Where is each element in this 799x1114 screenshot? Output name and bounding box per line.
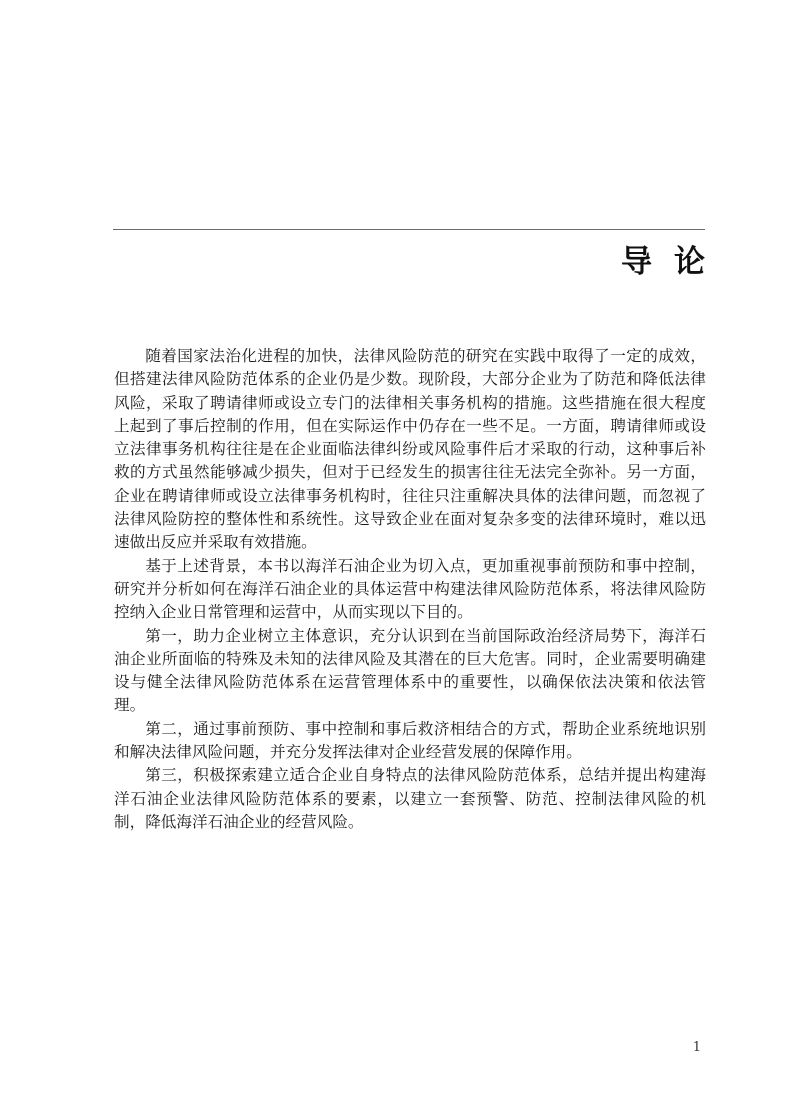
- page-number: 1: [692, 1040, 701, 1055]
- header-rule: [113, 229, 705, 230]
- paragraph: 第三，积极探索建立适合企业自身特点的法律风险防范体系，总结并提出构建海洋石油企业法律风险防范体系的要素，以建立一套预警、防范、控制法律风险的机制，降低海洋石油企业的经营风险。: [114, 766, 706, 831]
- paragraph: 第一，助力企业树立主体意识，充分认识到在当前国际政治经济局势下，海洋石油企业所面临的特殊及未知的法律风险及其潜在的巨大危害。同时，企业需要明确建设与健全法律风险防范体系在运营管理体系中的重要性，以确保依法决策和依法管理。: [114, 626, 706, 715]
- paragraph: 第二，通过事前预防、事中控制和事后救济相结合的方式，帮助企业系统地识别和解决法律风险问题，并充分发挥法律对企业经营发展的保障作用。: [114, 719, 706, 762]
- paragraph: 随着国家法治化进程的加快，法律风险防范的研究在实践中取得了一定的成效，但搭建法律风险防范体系的企业仍是少数。现阶段，大部分企业为了防范和降低法律风险，采取了聘请律师或设立专门的法律相关事务机构的措施。这些措施在很大程度上起到了事后控制的作用，但在实际运作中仍存在一些不足。一方面，聘请律师或设立法律事务机构往往是在企业面临法律纠纷或风险事件后才采取的行动，这种事后补救的方式虽然能够减少损失，但对于已经发生的损害往往无法完全弥补。另一方面，企业在聘请律师或设立法律事务机构时，往往只注重解决具体的法律问题，而忽视了法律风险防控的整体性和系统性。这导致企业在面对复杂多变的法律环境时，难以迅速做出反应并采取有效措施。: [114, 347, 706, 552]
- paragraph: 基于上述背景，本书以海洋石油企业为切入点，更加重视事前预防和事中控制，研究并分析如何在海洋石油企业的具体运营中构建法律风险防范体系，将法律风险防控纳入企业日常管理和运营中，从而实现以下目的。: [114, 556, 706, 622]
- body-text: [114, 345, 706, 834]
- chapter-title: 导论: [621, 244, 727, 280]
